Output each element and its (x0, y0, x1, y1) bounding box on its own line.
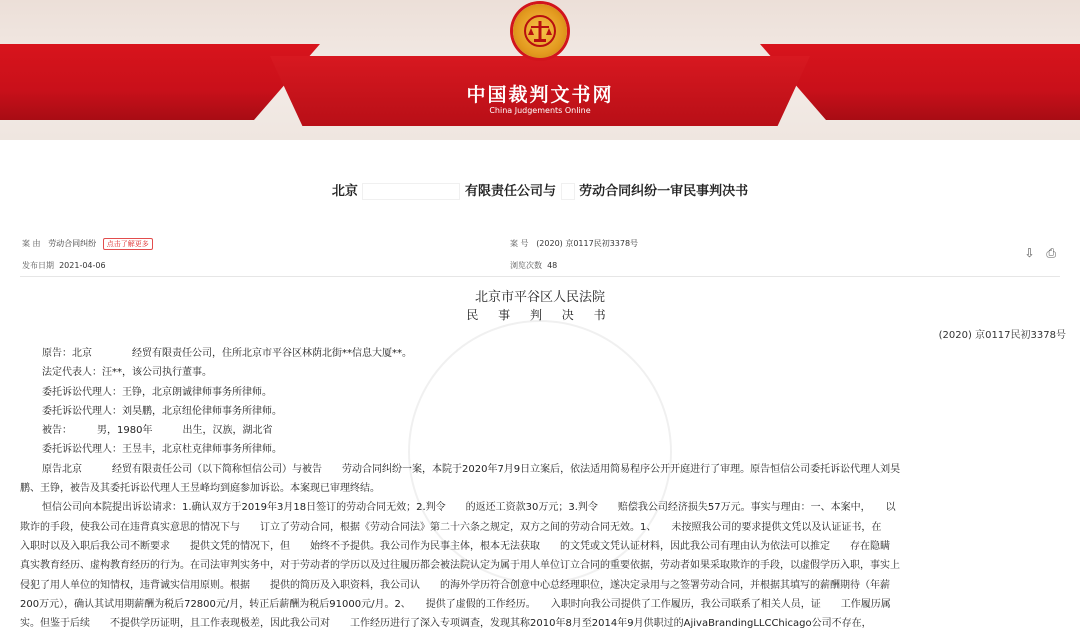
judgment-paragraph: 委托诉讼代理人：刘昊鹏，北京纽伦律师事务所律师。 (42, 405, 282, 417)
site-header (0, 0, 1080, 140)
site-title[interactable]: 中国裁判文书网 (466, 84, 614, 106)
judgment-paragraph: 原告北京 经贸有限责任公司（以下简称恒信公司）与被告 劳动合同纠纷一案，本院于2020年7月9日立案后，依法适用简易程序公开开庭进行了审理。原告恒信公司委托诉讼代理人刘昊 (42, 463, 901, 475)
learn-more-link[interactable]: 点击了解更多 (103, 238, 153, 250)
judgment-paragraph: 被告： 男，1980年 出生，汉族，湖北省 (42, 425, 273, 437)
document-type: 民 事 判 决 书 (466, 308, 614, 322)
print-icon[interactable]: ⎙ (1046, 246, 1056, 260)
case-cause: 案 由 劳动合同纠纷 点击了解更多 (22, 238, 153, 250)
publish-date: 发布日期 2021-04-06 (22, 261, 106, 270)
judgment-case-number: (2020) 京0117民初3378号 (938, 330, 1066, 341)
judgment-body (20, 344, 1068, 633)
court-name: 北京市平谷区人民法院 (474, 290, 605, 305)
judgment-paragraph: 真实教育经历、虚构教育经历的行为。在司法审判实务中，对于劳动者的学历以及过往履历都会被法院认定为属于用人单位订立合同的重要依据，劳动者如果采取欺诈的手段，以虚假学历入职，事实上 (20, 560, 900, 572)
view-count: 浏览次数 48 (510, 261, 558, 270)
case-number: 案 号 (2020) 京0117民初3378号 (510, 239, 639, 248)
document-panel (0, 150, 1080, 638)
site-subtitle: China Judgements Online (489, 106, 591, 115)
judgment-paragraph: 入职时以及入职后我公司不断要求 提供文凭的情况下，但 始终不予提供。我公司作为民事主体，根本无法获取 的文凭或文凭认证材料，因此我公司有理由认为依法可以推定 存在隐瞒 (20, 540, 890, 552)
download-icon[interactable]: ⇩ (1024, 246, 1035, 260)
judgment-paragraph: 恒信公司向本院提出诉讼请求：1.确认双方于2019年3月18日签订的劳动合同无效；2.判令 的返还工资款30万元；3.判令 赔偿我公司经济损失57万元。事实与理由：一、本案中， 以 (42, 502, 896, 514)
judgment-paragraph: 200万元），确认其试用期薪酬为税后72800元/月，转正后薪酬为税后91000元/月。2、 提供了虚假的工作经历。 入职时向我公司提供了工作履历，我公司联系了相关人员，证 工作履历属 (20, 598, 891, 610)
court-emblem-icon (513, 4, 567, 58)
judgment-paragraph: 侵犯了用人单位的知情权，违背诚实信用原则。根据 提供的简历及入职资料，我公司认 的海外学历符合创意中心总经理职位，遂决定录用与之签署劳动合同，并根据其填写的薪酬期待（年薪 (20, 579, 890, 591)
judgment-paragraph: 委托诉讼代理人：王铮，北京朗诚律师事务所律师。 (42, 386, 272, 398)
document-title: 北京 有限责任公司与 劳动合同纠纷一审民事判决书 (331, 184, 749, 199)
judgment-paragraph: 原告：北京 经贸有限责任公司，住所北京市平谷区林荫北街**信息大厦**。 (42, 348, 412, 359)
document-tools (1017, 246, 1057, 261)
redaction-mask (561, 183, 575, 200)
judgment-paragraph: 实。但鉴于后续 不提供学历证明，且工作表现极差，因此我公司对 工作经历进行了深入专项调查，发现其称2010年8月至2014年9月供职过的AjivaBrandingLLCChicago公司不存在， (20, 618, 872, 630)
divider (20, 276, 1060, 277)
redaction-mask (362, 183, 460, 200)
judgment-paragraph: 欺诈的手段，使我公司在违背真实意思的情况下与 订立了劳动合同，根据《劳动合同法》第二十六条之规定，双方之间的劳动合同无效。1、 未按照我公司的要求提供文凭以及认证证书，在 (20, 521, 882, 533)
judgment-paragraph: 鹏、王铮，被告及其委托诉讼代理人王昱峰均到庭参加诉讼。本案现已审理终结。 (20, 483, 380, 495)
judgment-paragraph: 委托诉讼代理人：王昱丰，北京杜克律师事务所律师。 (42, 444, 282, 456)
judgment-paragraph: 法定代表人：汪**，该公司执行董事。 (42, 367, 212, 379)
